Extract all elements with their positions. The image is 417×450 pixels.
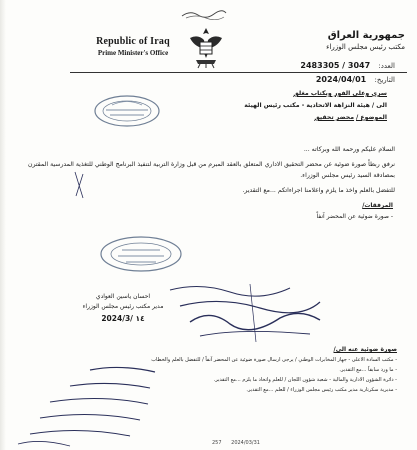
received-stamp-icon <box>92 92 162 130</box>
document-date-label: التاريخ: <box>374 76 395 84</box>
pm-office-label: Prime Minister's Office <box>97 49 169 57</box>
greeting-line: السلام عليكم ورحمة الله وبركاته ... <box>303 146 395 153</box>
document-number-label: العدد: <box>378 62 395 70</box>
copy-to-title: صورة ضوئية عنه الى/ <box>333 346 397 353</box>
to-label: الى / <box>371 102 387 109</box>
document-date-value: 2024/04/01 <box>315 75 367 84</box>
government-name-arabic <box>295 30 405 51</box>
document-number-row <box>300 58 395 72</box>
attachment-item: - صورة ضوئية عن المحضر آنفاً <box>316 213 393 220</box>
signatory-title: مدير مكتب رئيس مجلس الوزراء <box>82 303 164 310</box>
republic-of-iraq-arabic-label: جمهورية العراق <box>327 30 405 41</box>
top-stamp-icon <box>180 8 228 20</box>
addressee-line <box>177 100 387 112</box>
to-value: هيئة النزاهة الاتحادية - مكتب رئيس الهيئة <box>244 102 370 109</box>
signatory-date: 2024/3/ ١٤ <box>101 314 145 323</box>
document-footer <box>212 440 268 446</box>
subject-line <box>177 112 387 124</box>
handwritten-signature-icon <box>160 278 330 348</box>
copy-to-row: - دائرة الشؤون الادارية والمالية - شعبة شؤون اللجان / للعلم واتخاذ ما يلزم ...مع التقدير. <box>213 377 397 383</box>
priority-line: سري وعلى الفور وبكتاب مغلق <box>293 90 387 97</box>
copy-to-row: - مديرية سكرتارية مدير مكتب رئيس مجلس الوزراء / للعلم ...مع التقدير. <box>246 387 397 393</box>
pm-office-arabic-label: مكتب رئيس مجلس الوزراء <box>326 43 405 51</box>
footer-code: 257 <box>212 440 222 446</box>
copy-to-row: - مكتب السادة الاعلى - جهاز المخابرات الوطني / يرجى ارسال صورة ضوئية عن المحضر آنفاً / للتفضل بالعلم والخطاب <box>151 357 397 363</box>
document-date-row <box>300 72 395 86</box>
attachments-block <box>193 200 393 222</box>
official-seal-icon <box>98 234 184 274</box>
attachments-title: المرفقات/ <box>362 202 393 209</box>
handwritten-notes-icon <box>10 362 160 448</box>
handwritten-mark-icon <box>72 170 86 200</box>
republic-of-iraq-label: Republic of Iraq <box>96 36 170 47</box>
subject-value: محضر تحقيق <box>314 114 355 121</box>
body-paragraph-2: للتفضل بالعلم واخذ ما يلزم واعلامنا اجراءاتكم ...مع التقدير. <box>242 187 395 194</box>
iraq-eagle-emblem-icon <box>186 24 226 70</box>
copy-to-row: - ما ورد سابقاً ...مع التقدير. <box>339 367 397 373</box>
footer-date: 2024/03/31 <box>231 440 260 446</box>
document-meta <box>300 58 395 86</box>
signatory-name: احسان ياسين العوادي <box>95 293 151 300</box>
body-paragraph-1: نرفق ربطاً صورة ضوئية عن محضر التحقيق الاداري المتعلق بالعقد المبرم من قبل وزارة التربية لتنفيذ البرنامج الوطني للتغذية المدرسية المقترن بمصادقة السيد رئيس مجلس الوزراء. <box>27 161 395 179</box>
government-name-english <box>78 36 188 57</box>
page-edge-shadow <box>0 0 6 450</box>
addressee-block <box>177 88 387 124</box>
document-number-value: 2483305 / 3047 <box>300 61 371 70</box>
subject-label: الموضوع / <box>356 114 387 121</box>
